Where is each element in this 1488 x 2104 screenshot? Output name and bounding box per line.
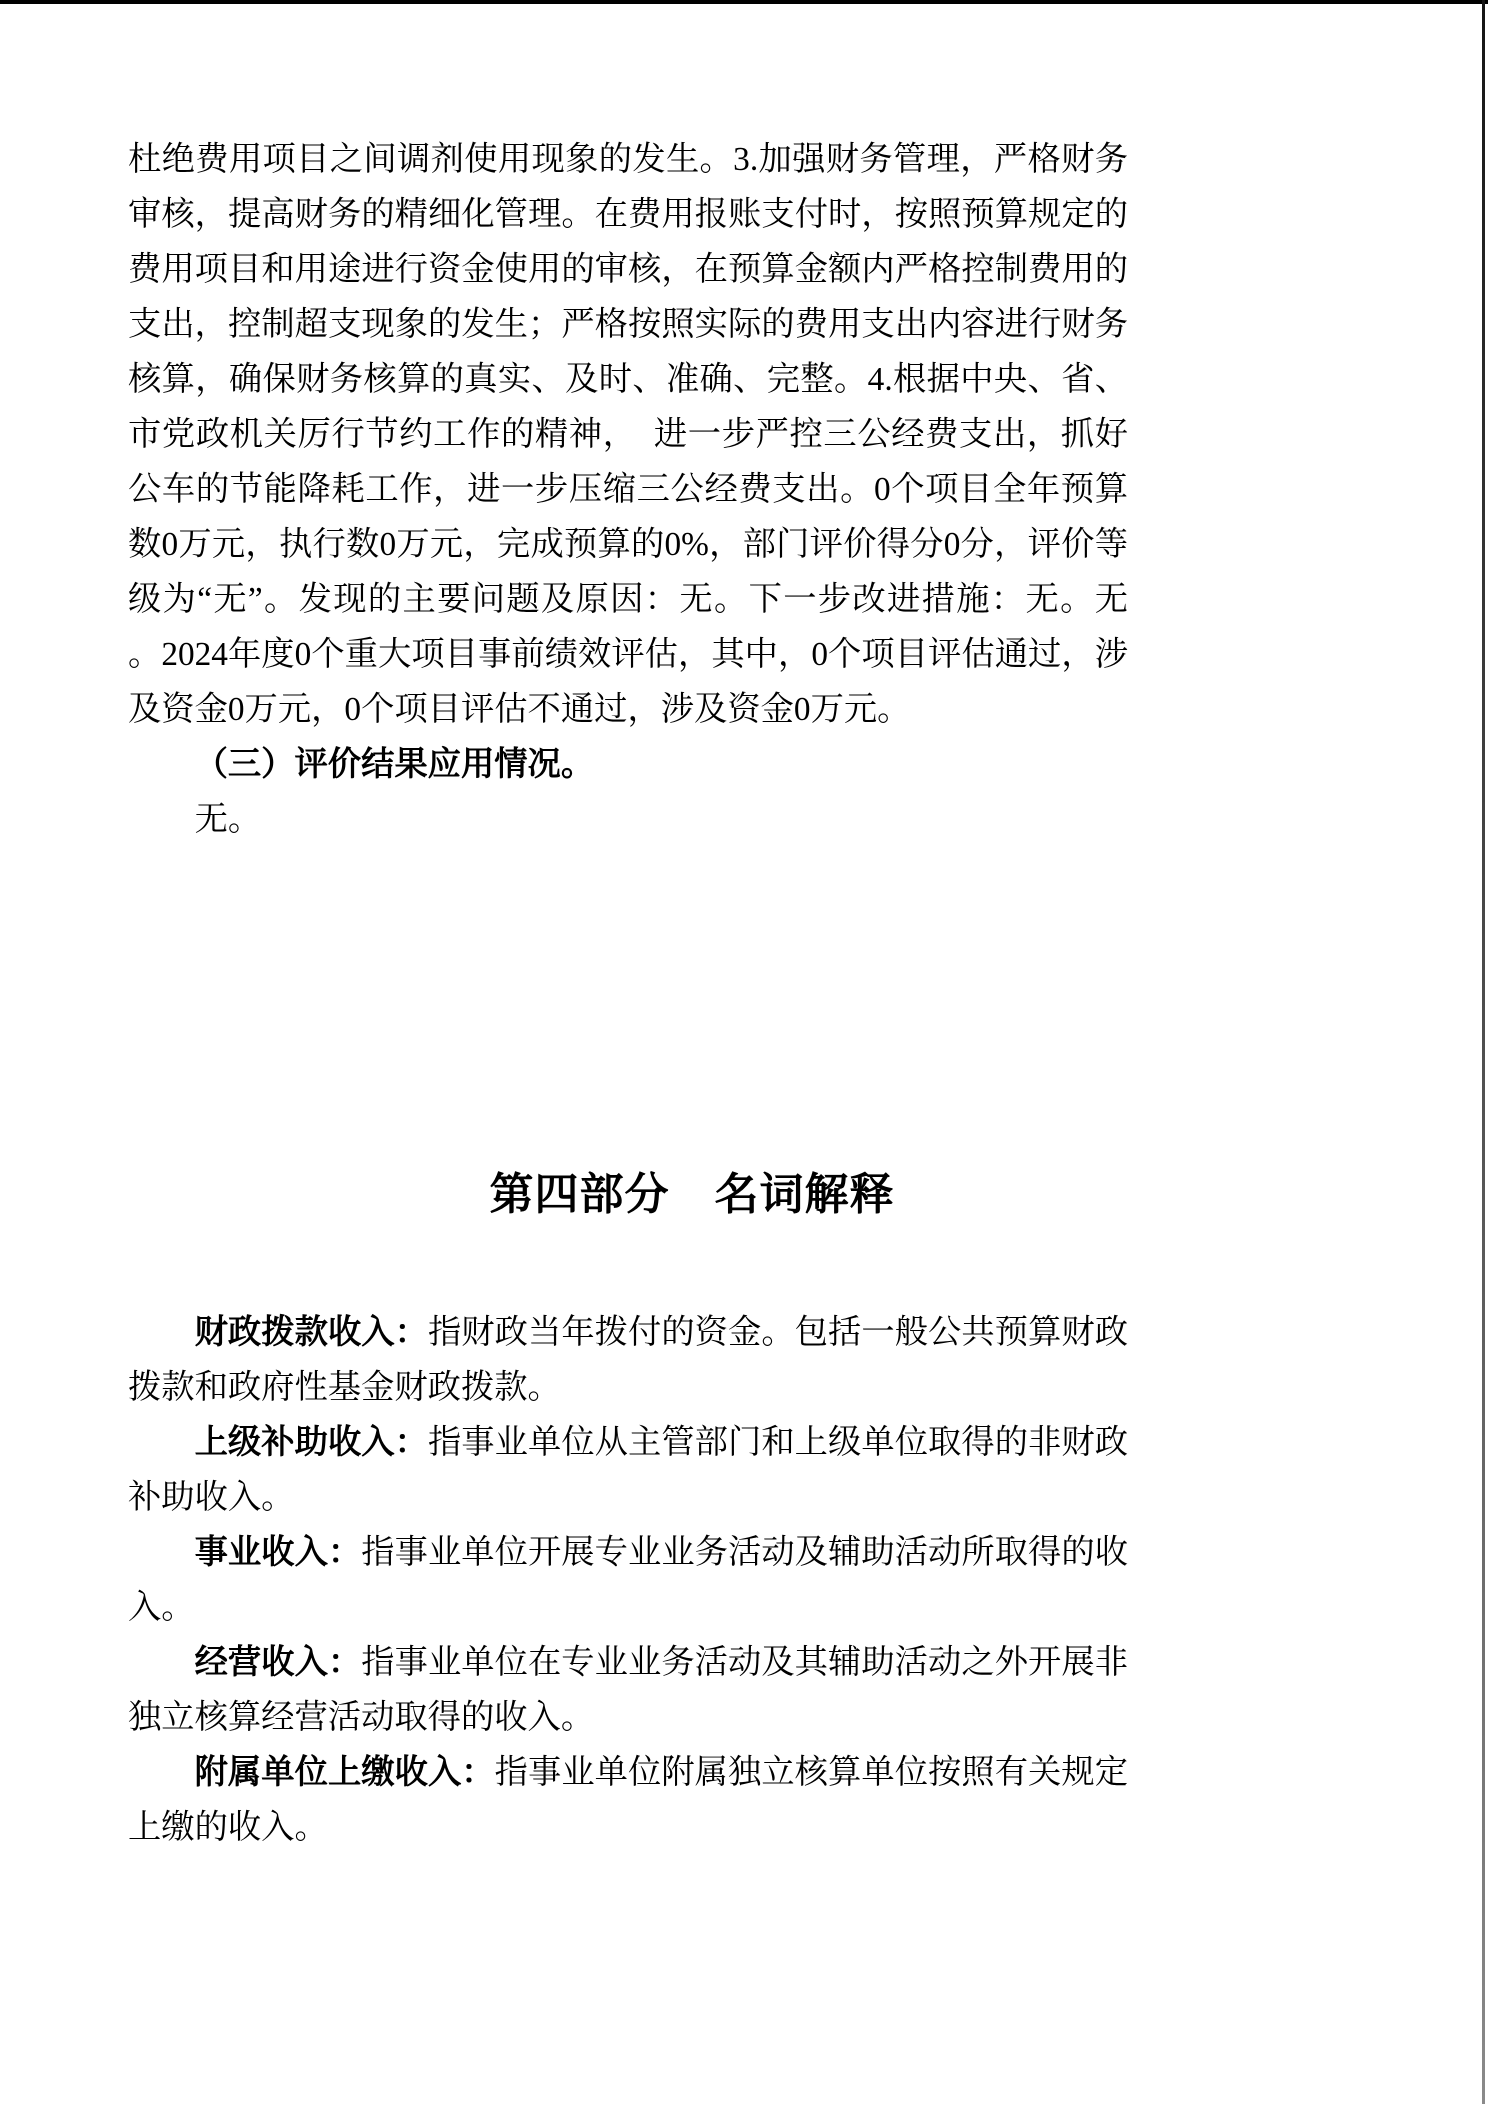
definition-paragraph xyxy=(128,1745,1128,1855)
body-paragraph xyxy=(128,132,1128,737)
none-text: 无。 xyxy=(194,801,262,838)
page-right-edge-line xyxy=(1482,0,1485,2104)
text-line: 杜绝费用项目之间调剂使用现象的发生。3.加强财务管理，严格财务 xyxy=(128,141,1128,178)
definition-paragraph xyxy=(128,1415,1128,1525)
definition-paragraph xyxy=(128,1305,1128,1415)
text-line: 核算，确保财务核算的真实、及时、准确、完整。4.根据中央、省、 xyxy=(128,361,1128,398)
definitions-list xyxy=(128,1305,1128,1855)
text-line: 。2024年度0个重大项目事前绩效评估，其中，0个项目评估通过，涉 xyxy=(128,636,1128,673)
definition-text: 指财政当年拨付的资金。包括一般公共预算财政拨款和政府性基金财政拨款。 xyxy=(128,1314,1129,1406)
definition-term: 经营收入： xyxy=(194,1644,362,1681)
text-line: 级为“无”。发现的主要问题及原因：无。下一步改进措施：无。无 xyxy=(128,581,1128,618)
text-line: 费用项目和用途进行资金使用的审核，在预算金额内严格控制费用的 xyxy=(128,251,1128,288)
definition-text: 指事业单位开展专业业务活动及辅助活动所取得的收入。 xyxy=(128,1534,1128,1626)
definition-text: 指事业单位附属独立核算单位按照有关规定上缴的收入。 xyxy=(128,1754,1129,1846)
definition-text: 指事业单位从主管部门和上级单位取得的非财政补助收入。 xyxy=(128,1424,1129,1516)
page-top-edge-line xyxy=(0,0,1488,4)
definition-text: 指事业单位在专业业务活动及其辅助活动之外开展非独立核算经营活动取得的收入。 xyxy=(128,1644,1128,1736)
definition-term: 上级补助收入： xyxy=(194,1424,428,1461)
text-line: 审核，提高财务的精细化管理。在费用报账支付时，按照预算规定的 xyxy=(128,196,1128,233)
section-title: 第四部分 名词解释 xyxy=(489,1170,895,1219)
definition-paragraph xyxy=(128,1525,1128,1635)
definition-term: 财政拨款收入： xyxy=(194,1314,428,1351)
text-line: 公车的节能降耗工作，进一步压缩三公经费支出。0个项目全年预算 xyxy=(128,471,1128,508)
definition-term: 事业收入： xyxy=(194,1534,362,1571)
text-line: 支出，控制超支现象的发生；严格按照实际的费用支出内容进行财务 xyxy=(128,306,1128,343)
text-line: 及资金0万元，0个项目评估不通过，涉及资金0万元。 xyxy=(128,691,911,728)
subsection-heading: （三）评价结果应用情况。 xyxy=(194,746,595,783)
text-line: 数0万元，执行数0万元，完成预算的0%，部门评价得分0分，评价等 xyxy=(128,526,1128,563)
definition-term: 附属单位上缴收入： xyxy=(194,1754,495,1791)
text-line: 市党政机关厉行节约工作的精神， 进一步严控三公经费支出，抓好 xyxy=(128,416,1128,453)
definition-paragraph xyxy=(128,1635,1128,1745)
page-content xyxy=(128,132,1128,1855)
